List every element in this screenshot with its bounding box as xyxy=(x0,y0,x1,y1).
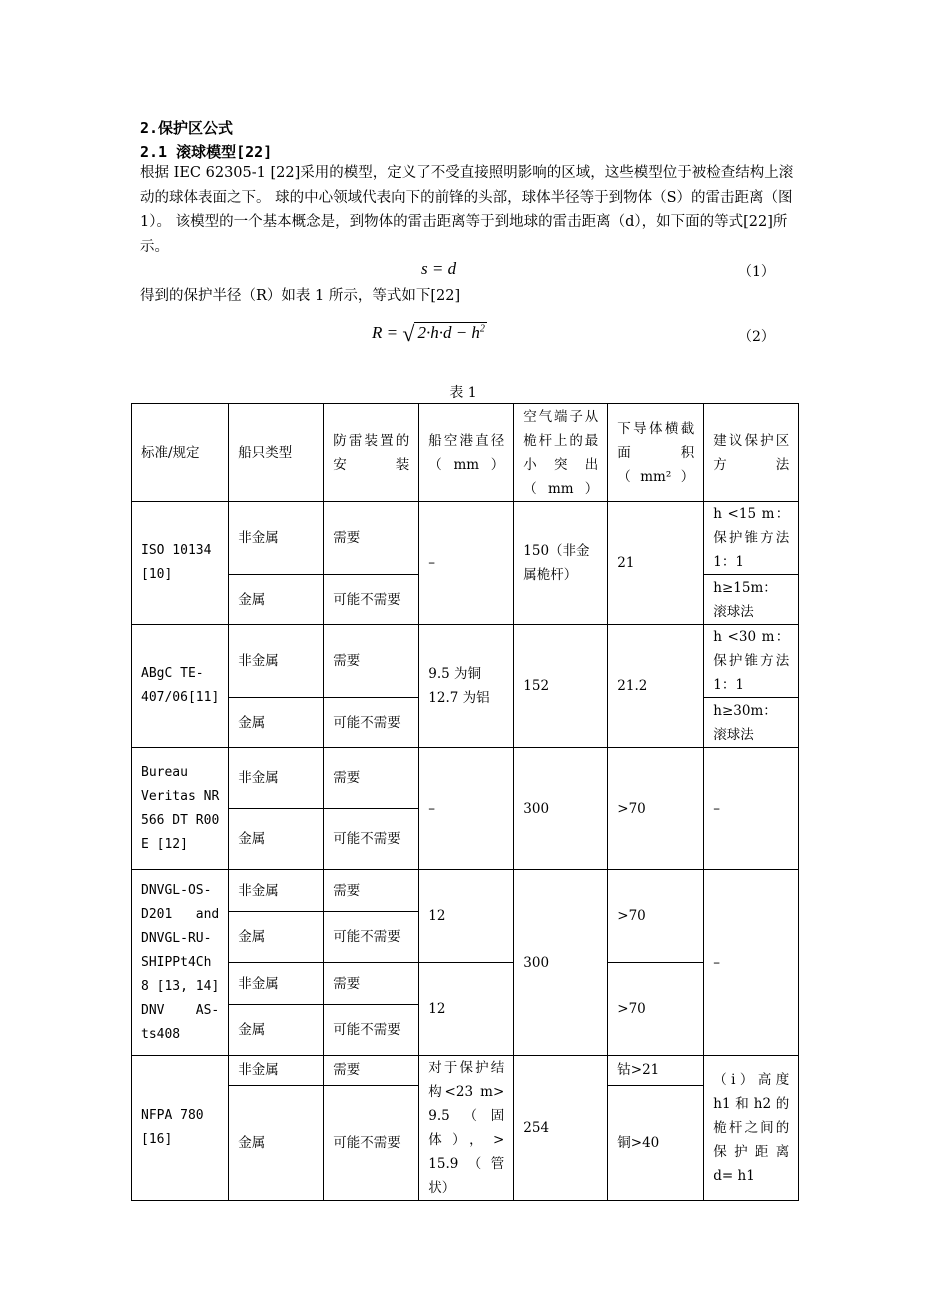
vessel-type-cell: 非金属 xyxy=(229,502,324,575)
installation-cell: 可能不需要 xyxy=(324,575,419,625)
cross-section-cell: 铜>40 xyxy=(608,1085,704,1200)
equation-1: s = d xyxy=(421,259,457,278)
vessel-type-cell: 非金属 xyxy=(229,963,324,1005)
equation-2 xyxy=(372,318,487,344)
vessel-type-cell: 金属 xyxy=(229,1005,324,1056)
method-cell: （i）高度 h1 和 h2 的桅杆之间的保护距离 d= h1 xyxy=(704,1056,799,1201)
vessel-type-cell: 金属 xyxy=(229,698,324,748)
square-root: √ $2\cdot h\cdot d - h^2$ xyxy=(402,321,485,346)
equation-2-number: （2） xyxy=(738,329,775,345)
installation-cell: 可能不需要 xyxy=(324,912,419,963)
header-installation: 防雷装置的安装 xyxy=(324,404,419,502)
standard-cell: DNVGL-OS-D201 and DNVGL-RU-SHIPPt4Ch 8 [13, 14] DNV AS-ts408 xyxy=(132,870,229,1056)
equation-1-number: （1） xyxy=(738,264,775,280)
cross-section-cell: 21.2 xyxy=(608,625,704,748)
diameter-cell: 12 xyxy=(419,870,514,963)
protrusion-cell: 300 xyxy=(514,748,608,870)
equation-2-lhs: R = xyxy=(372,323,399,342)
header-vessel-type: 船只类型 xyxy=(229,404,324,502)
cross-section-cell: 21 xyxy=(608,502,704,625)
method-cell: h <30 m：保护锥方法1：1 xyxy=(704,625,799,698)
diameter-cell: – xyxy=(419,748,514,870)
section-heading: 2.保护区公式 xyxy=(140,119,234,137)
vessel-type-cell: 金属 xyxy=(229,1085,324,1200)
subsection-heading: 2.1 滚球模型[22] xyxy=(140,143,273,161)
installation-cell: 可能不需要 xyxy=(324,1005,419,1056)
standards-table xyxy=(131,403,799,1201)
vessel-type-cell: 非金属 xyxy=(229,748,324,809)
cross-section-cell: 钴>21 xyxy=(608,1056,704,1086)
table-row xyxy=(132,1056,799,1086)
installation-cell: 需要 xyxy=(324,963,419,1005)
header-diameter: 船空港直径（mm） xyxy=(419,404,514,502)
table-caption: 表 1 xyxy=(449,385,477,401)
installation-cell: 可能不需要 xyxy=(324,809,419,870)
installation-cell: 需要 xyxy=(324,502,419,575)
table-row xyxy=(132,870,799,912)
installation-cell: 可能不需要 xyxy=(324,1085,419,1200)
vessel-type-cell: 金属 xyxy=(229,575,324,625)
cross-section-cell: >70 xyxy=(608,963,704,1056)
paragraph-radius: 得到的保护半径（R）如表 1 所示，等式如下[22] xyxy=(140,288,461,304)
diameter-cell: 对于保护结构<23 m> 9.5（固体），> 15.9（管状） xyxy=(419,1056,514,1201)
header-method: 建议保护区方法 xyxy=(704,404,799,502)
equation-2-radicand: 2·h·d − h xyxy=(417,323,480,342)
table-row xyxy=(132,748,799,809)
method-cell: – xyxy=(704,748,799,870)
header-cross-section: 下导体横截面积（mm²） xyxy=(608,404,704,502)
table-row xyxy=(132,625,799,698)
paragraph-rolling-sphere: 根据 IEC 62305-1 [22]采用的模型，定义了不受直接照明影响的区域，这些模型位于被检查结构上滚动的球体表面之下。 球的中心领域代表向下的前锋的头部，球体半径等于到物体（S）的雷击距离（图 1）。 该模型的一个基本概念是，到物体的雷击距离等于到地球的雷击距离（d），如下面的等式[22]所示。 xyxy=(140,165,794,255)
diameter-cell: 12 xyxy=(419,963,514,1056)
vessel-type-cell: 金属 xyxy=(229,809,324,870)
installation-cell: 需要 xyxy=(324,1056,419,1086)
protrusion-cell: 254 xyxy=(514,1056,608,1201)
protrusion-cell: 152 xyxy=(514,625,608,748)
vessel-type-cell: 非金属 xyxy=(229,1056,324,1086)
header-protrusion: 空气端子从桅杆上的最小突出（mm） xyxy=(514,404,608,502)
protrusion-cell: 300 xyxy=(514,870,608,1056)
method-cell: h≥30m：滚球法 xyxy=(704,698,799,748)
diameter-cell: – xyxy=(419,502,514,625)
installation-cell: 需要 xyxy=(324,748,419,809)
table-row xyxy=(132,963,799,1005)
table-row xyxy=(132,502,799,575)
installation-cell: 可能不需要 xyxy=(324,698,419,748)
vessel-type-cell: 金属 xyxy=(229,912,324,963)
protrusion-cell: 150（非金属桅杆） xyxy=(514,502,608,625)
installation-cell: 需要 xyxy=(324,625,419,698)
vessel-type-cell: 非金属 xyxy=(229,625,324,698)
installation-cell: 需要 xyxy=(324,870,419,912)
standard-cell: ABgC TE-407/06[11] xyxy=(132,625,229,748)
standard-cell: ISO 10134 [10] xyxy=(132,502,229,625)
cross-section-cell: >70 xyxy=(608,870,704,963)
diameter-cell: 9.5 为铜 12.7 为铝 xyxy=(419,625,514,748)
standard-cell: NFPA 780 [16] xyxy=(132,1056,229,1201)
header-standard: 标准/规定 xyxy=(132,404,229,502)
equation-2-exponent: 2 xyxy=(479,323,485,335)
vessel-type-cell: 非金属 xyxy=(229,870,324,912)
method-cell: h≥15m：滚球法 xyxy=(704,575,799,625)
method-cell: h <15 m：保护锥方法1：1 xyxy=(704,502,799,575)
cross-section-cell: >70 xyxy=(608,748,704,870)
table-header-row xyxy=(132,404,799,502)
method-cell: – xyxy=(704,870,799,1056)
standard-cell: Bureau Veritas NR 566 DT R00 E [12] xyxy=(132,748,229,870)
